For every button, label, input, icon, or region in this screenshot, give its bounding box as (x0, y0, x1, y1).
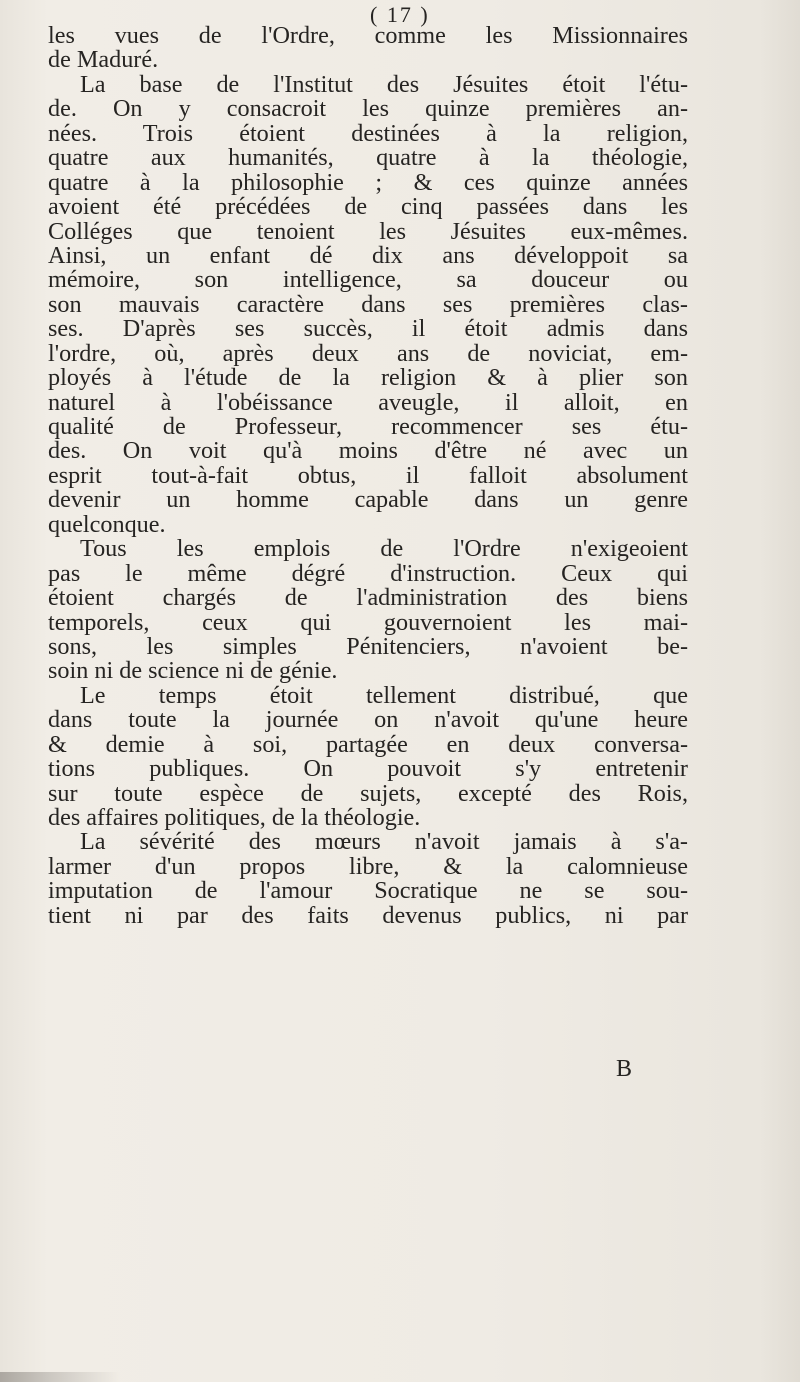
text-line: avoient été précédées de cinq passées dans les (48, 193, 688, 221)
text-line: Ainsi, un enfant dé dix ans développoit sa (48, 241, 688, 269)
text-line: sur toute espèce de sujets, excepté des Rois, (48, 779, 688, 807)
text-line: l'ordre, où, après deux ans de noviciat, em- (48, 339, 688, 367)
text-line: & demie à soi, partagée en deux conversa- (48, 730, 688, 758)
text-line: Colléges que tenoient les Jésuites eux-mêmes. (48, 217, 688, 245)
text-line: nées. Trois étoient destinées à la religion, (48, 119, 688, 147)
text-line: quatre à la philosophie ; & ces quinze années (48, 168, 688, 196)
text-line: imputation de l'amour Socratique ne se sou- (48, 877, 688, 905)
text-line: de Maduré. (48, 46, 159, 74)
text-line: pas le même dégré d'instruction. Ceux qui (48, 559, 688, 587)
text-line: des. On voit qu'à moins d'être né avec un (48, 437, 688, 465)
text-line: larmer d'un propos libre, & la calomnieuse (48, 852, 688, 880)
text-line: quelconque. (48, 510, 166, 538)
text-line: soin ni de science ni de génie. (48, 657, 338, 685)
scan-edge-mark (0, 1372, 120, 1382)
page-edge-shadow (760, 0, 800, 1382)
text-line: La base de l'Institut des Jésuites étoit l'étu- (80, 70, 688, 98)
signature-mark: B (616, 1056, 633, 1082)
text-line: mémoire, son intelligence, sa douceur ou (48, 266, 688, 294)
text-line: devenir un homme capable dans un genre (48, 486, 688, 514)
text-line: dans toute la journée on n'avoit qu'une heure (48, 706, 688, 734)
text-line: naturel à l'obéissance aveugle, il alloit, en (48, 388, 688, 416)
text-line: qualité de Professeur, recommencer ses étu- (48, 413, 688, 440)
text-line: quatre aux humanités, quatre à la théologie, (48, 144, 688, 172)
page-number: ( 17 ) (370, 2, 430, 27)
text-line: Tous les emplois de l'Ordre n'exigeoient (80, 535, 688, 563)
text-line: son mauvais caractère dans ses premières clas- (48, 290, 688, 318)
text-line: temporels, ceux qui gouvernoient les mai- (48, 608, 688, 636)
text-line: ses. D'après ses succès, il étoit admis dans (48, 315, 688, 343)
text-line: les vues de l'Ordre, comme les Missionnaires (48, 22, 688, 49)
text-line: Le temps étoit tellement distribué, que (80, 681, 688, 709)
text-line: tient ni par des faits devenus publics, ni par (48, 901, 688, 929)
text-line: esprit tout-à-fait obtus, il falloit absolument (48, 461, 688, 489)
text-line: étoient chargés de l'administration des biens (48, 584, 688, 612)
text-line: tions publiques. On pouvoit s'y entretenir (48, 755, 688, 783)
text-line: ployés à l'étude de la religion & à plier son (48, 364, 688, 392)
text-line: des affaires politiques, de la théologie. (48, 804, 421, 831)
body-text (48, 24, 688, 928)
text-line: sons, les simples Pénitenciers, n'avoient be- (48, 632, 688, 660)
text-line: La sévérité des mœurs n'avoit jamais à s'a- (80, 828, 688, 856)
text-line: de. On y consacroit les quinze premières an- (48, 95, 688, 123)
